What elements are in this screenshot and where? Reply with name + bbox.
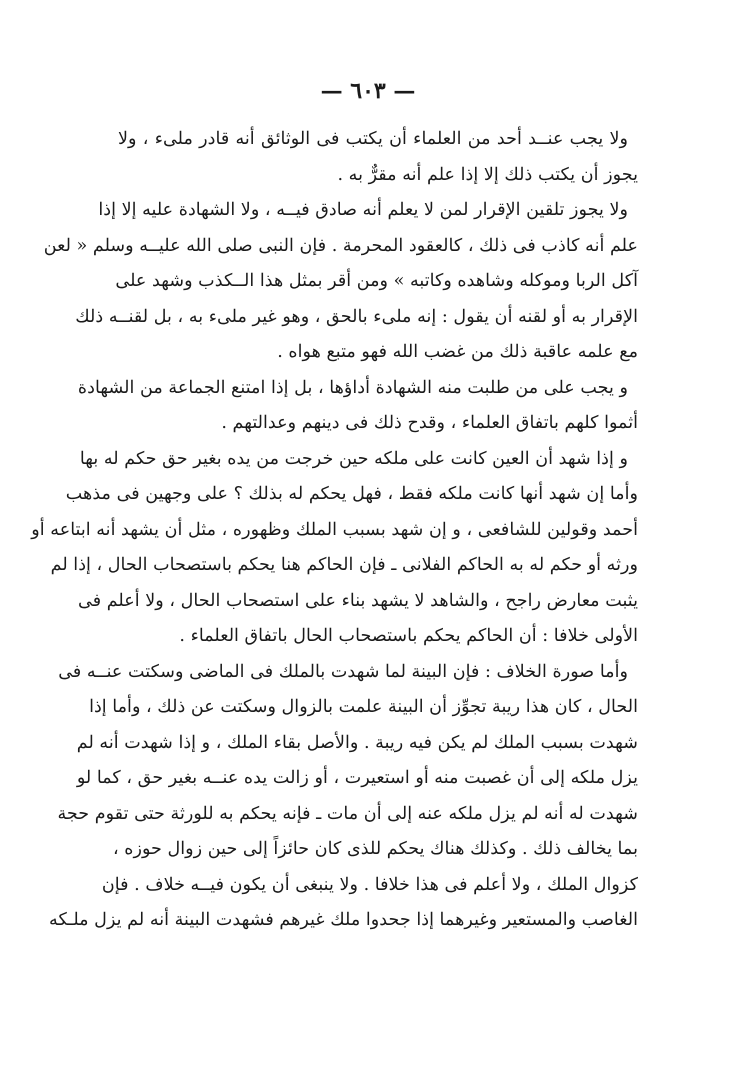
text-line: بما يخالف ذلك . وكذلك هناك يحكم للذى كان حائزاً إلى حين زوال حوزه ، (112, 839, 638, 859)
text-line: و إذا شهد أن العين كانت على ملكه حين خرجت من يده بغير حق حكم له بها (79, 448, 628, 469)
text-line: الغاصب والمستعير وغيرهما إذا جحدوا ملك غيرهم فشهدت البينة أنه لم يزل ملـكه (49, 910, 638, 930)
text-line: ورثه أو حكم له به الحاكم الفلانى ـ فإن الحاكم هنا يحكم باستصحاب الحال ، إذا لم (50, 555, 638, 575)
text-line: آكل الربا وموكله وشاهده وكاتبه » ومن أقر بمثل هذا الــكذب وشهد على (115, 271, 638, 291)
text-line: أثموا كلهم باتفاق العلماء ، وقدح ذلك فى دينهم وعدالتهم . (221, 413, 638, 433)
text-line: علم أنه كاذب فى ذلك ، كالعقود المحرمة . فإن النبى صلى الله عليــه وسلم « لعن (43, 235, 638, 256)
text-line: الأولى خلافا : أن الحاكم يحكم باستصحاب الحال باتفاق العلماء . (179, 626, 638, 646)
text-line: يزل ملكه إلى أن غصبت منه أو استعيرت ، أو زالت يده عنــه بغير حق ، كما لو (76, 768, 638, 788)
body-text (31, 122, 638, 939)
text-line: وأما إن شهد أنها كانت ملكه فقط ، فهل يحكم له بذلك ؟ على وجهين فى مذهب (65, 484, 638, 504)
text-line: كزوال الملك ، ولا أعلم فى هذا خلافا . ولا ينبغى أن يكون فيــه خلاف . فإن (101, 874, 638, 895)
text-line: شهدت بسبب الملك لم يكن فيه ريبة . والأصل بقاء الملك ، و إذا شهدت أنه لم (76, 732, 638, 753)
text-line: الحال ، كان هذا ريبة تجوِّز أن البينة علمت بالزوال وسكتت عن ذلك ، وأما إذا (89, 697, 638, 717)
text-line: شهدت له أنه لم يزل ملكه عنه إلى أن مات ـ فإنه يحكم به للورثة حتى تقوم حجة (57, 803, 638, 824)
text-line: يثبت معارض راجح ، والشاهد لا يشهد بناء على استصحاب الحال ، ولا أعلم فى (78, 590, 638, 611)
text-line: ولا يجب عنــد أحد من العلماء أن يكتب فى الوثائق أنه قادر ملىء ، ولا (118, 129, 628, 149)
text-line: الإقرار به أو لقنه أن يقول : إنه ملىء بالحق ، وهو غير ملىء به ، بل لقنــه ذلك (75, 306, 638, 327)
text-line: أحمد وقولين للشافعى ، و إن شهد بسبب الملك وظهوره ، مثل أن يشهد أنه ابتاعه أو (31, 519, 638, 540)
text-line: مع علمه عاقبة ذلك من غضب الله فهو متبع هواه . (277, 342, 638, 362)
text-line: وأما صورة الخلاف : فإن البينة لما شهدت بالملك فى الماضى وسكتت عنــه فى (58, 661, 628, 682)
page-number: — ٦٠٣ — (320, 78, 416, 104)
text-line: يجوز أن يكتب ذلك إلا إذا علم أنه مقرٌّ به . (337, 164, 638, 185)
text-line: و يجب على من طلبت منه الشهادة أداؤها ، بل إذا امتنع الجماعة من الشهادة (77, 377, 628, 398)
text-line: ولا يجوز تلقين الإقرار لمن لا يعلم أنه صادق فيــه ، ولا الشهادة عليه إلا إذا (98, 200, 628, 220)
